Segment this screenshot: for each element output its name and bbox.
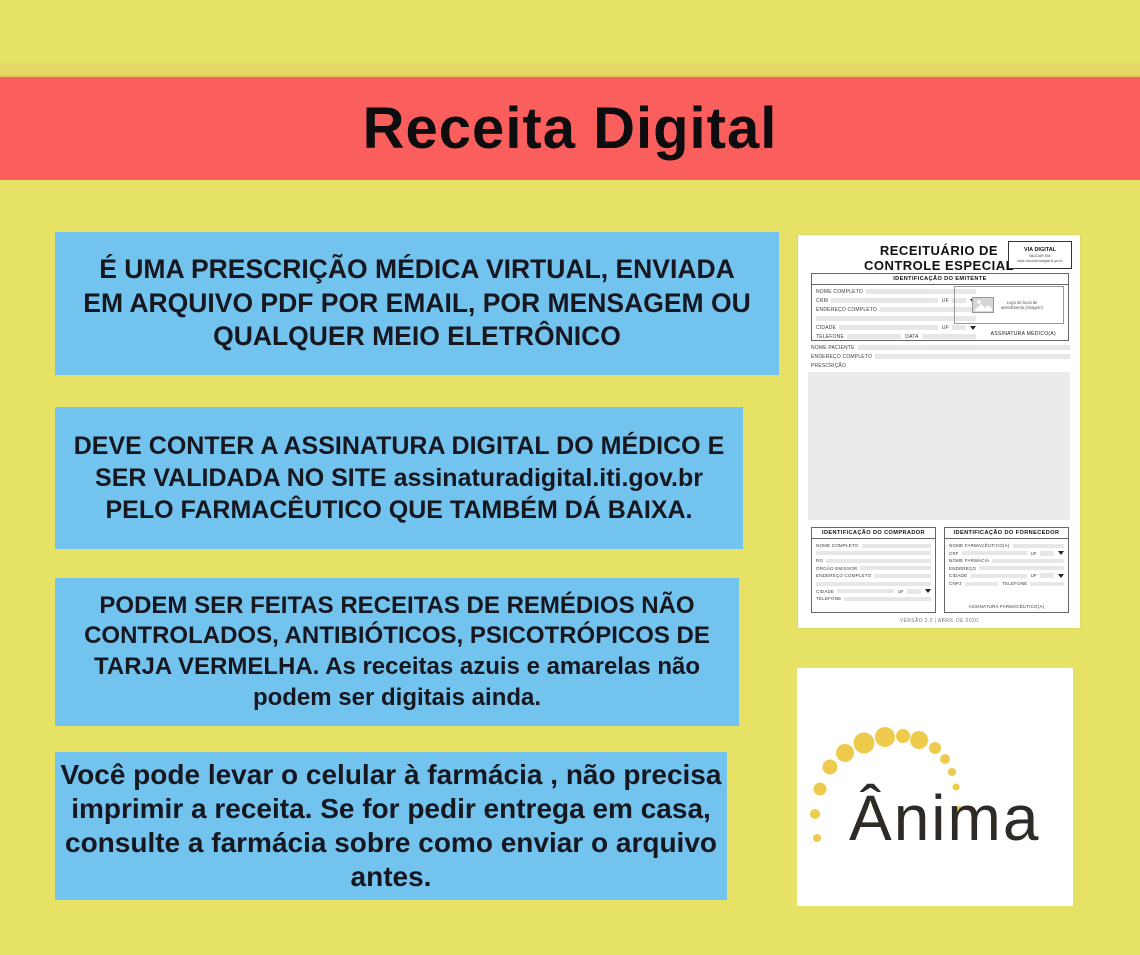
- field-label: NOME COMPLETO: [816, 288, 863, 295]
- form-version-label: VERSÃO 2.0 | ABRIL DE 2020: [899, 618, 979, 624]
- via-digital-box: [1008, 241, 1072, 269]
- field-nome-paciente: [811, 344, 1070, 351]
- info-box-levar-celular: [55, 752, 727, 900]
- field-telefone: [816, 596, 931, 602]
- input-line: [862, 544, 931, 548]
- section-emitente-header: IDENTIFICAÇÃO DO EMITENTE: [812, 274, 1068, 285]
- clinic-logo-placeholder: [954, 286, 1064, 324]
- field-label: ENDEREÇO COMPLETO: [816, 573, 872, 579]
- field-cidade: [816, 324, 976, 331]
- field-cidade: [816, 588, 931, 594]
- field-nome-farmacia: [949, 558, 1064, 564]
- field-blank-line: [816, 550, 931, 556]
- field-label: RG: [816, 558, 824, 564]
- info-box-tipos-de-receita: [55, 578, 739, 726]
- uf-select-box: [1040, 573, 1054, 578]
- chevron-down-icon: [1058, 574, 1064, 578]
- input-line: [837, 589, 893, 593]
- field-label: CNPJ: [949, 581, 962, 587]
- input-line: [826, 559, 931, 563]
- field-label: NOME FARMÁCIA: [949, 558, 990, 564]
- field-telefone-data: [816, 333, 976, 340]
- fornecedor-fields: [945, 539, 1068, 587]
- field-rg: [816, 558, 931, 564]
- input-line: [875, 354, 1070, 359]
- info-box-text: DEVE CONTER A ASSINATURA DIGITAL DO MÉDICO E SER VALIDADA NO SITE assinaturadigital.iti.gov.br PELO FARMACÊUTICO QUE TAMBÉM DÁ BAIXA.: [73, 432, 725, 524]
- image-placeholder-icon: [972, 297, 994, 313]
- field-blank-line: [816, 581, 931, 587]
- field-label: PRESCRIÇÃO: [811, 362, 847, 369]
- input-line: [1013, 544, 1064, 548]
- field-label: CIDADE: [816, 588, 835, 594]
- section-comprador: [811, 527, 936, 613]
- field-cnpj-telefone: [949, 581, 1064, 587]
- info-box-text: PODEM SER FEITAS RECEITAS DE REMÉDIOS NÃO CONTROLADOS, ANTIBIÓTICOS, PSICOTRÓPICOS DE TARJA VERMELHA. As receitas azuis e amarelas não podem ser digitais ainda.: [84, 591, 710, 711]
- field-cidade: [949, 573, 1064, 579]
- field-label: TELEFONE: [816, 333, 844, 340]
- field-endereco-paciente: [811, 353, 1070, 360]
- field-label: CIDADE: [949, 573, 968, 579]
- field-label-uf: UF: [1030, 573, 1037, 579]
- input-line: [979, 566, 1064, 570]
- field-label: NOME PACIENTE: [811, 344, 855, 351]
- field-label: CRM: [816, 297, 828, 304]
- input-line: [816, 582, 931, 586]
- chevron-down-icon: [1058, 551, 1064, 555]
- section-emitente: [811, 273, 1069, 341]
- field-label: ENDEREÇO COMPLETO: [811, 353, 873, 360]
- field-endereco: [949, 565, 1064, 571]
- uf-select-box: [907, 589, 921, 594]
- field-label: ENDEREÇO COMPLETO: [816, 306, 878, 313]
- input-line: [831, 298, 938, 303]
- comprador-fields: [812, 539, 935, 602]
- patient-fields: [811, 342, 1070, 371]
- input-line: [962, 551, 1027, 555]
- uf-select-box: [952, 325, 966, 330]
- field-nome-completo: [816, 288, 976, 295]
- field-label-uf: UF: [941, 324, 949, 331]
- field-label: ÓRGÃO EMISSOR: [816, 565, 858, 571]
- field-label: CRF: [949, 550, 959, 556]
- field-label: NOME FARMACÊUTICO(A): [949, 543, 1010, 549]
- anima-logo: [797, 668, 1073, 906]
- via-digital-validate-label: VALIDAR EM:: [1028, 254, 1052, 258]
- via-digital-url: https://assinaturadigital.iti.gov.br: [1017, 259, 1063, 263]
- input-line: [965, 582, 999, 586]
- field-prescricao: [811, 362, 1070, 369]
- input-line: [847, 334, 901, 339]
- input-line: [1030, 582, 1064, 586]
- input-line: [816, 551, 931, 555]
- input-line: [816, 316, 976, 321]
- field-nome-completo: [816, 543, 931, 549]
- input-line: [922, 334, 976, 339]
- section-comprador-header: IDENTIFICAÇÃO DO COMPRADOR: [812, 528, 935, 539]
- input-line: [839, 325, 938, 330]
- field-endereco: [816, 573, 931, 579]
- field-label: TELEFONE: [816, 596, 842, 602]
- field-orgao-emissor: [816, 565, 931, 571]
- anima-logo-text: Ânima: [849, 782, 1041, 854]
- info-box-text: Você pode levar o celular à farmácia , não precisa imprimir a receita. Se for pedir entrega em casa, consulte a farmácia sobre como enviar o arquivo antes.: [60, 758, 722, 893]
- field-label-uf: UF: [1030, 550, 1037, 556]
- field-label-uf: UF: [897, 588, 904, 594]
- section-fornecedor-header: IDENTIFICAÇÃO DO FORNECEDOR: [945, 528, 1068, 539]
- field-crf: [949, 550, 1064, 556]
- input-line: [992, 559, 1064, 563]
- chevron-down-icon: [970, 326, 976, 330]
- field-label-data: DATA: [905, 333, 919, 340]
- uf-select-box: [1040, 551, 1054, 556]
- page-title: Receita Digital: [362, 96, 778, 161]
- field-label: NOME COMPLETO: [816, 543, 859, 549]
- info-box-prescricao-virtual: [55, 232, 779, 375]
- info-box-text: É UMA PRESCRIÇÃO MÉDICA VIRTUAL, ENVIADA EM ARQUIVO PDF POR EMAIL, POR MENSAGEM OU QUALQUER MEIO ELETRÔNICO: [83, 253, 751, 352]
- info-box-assinatura-digital: [55, 407, 743, 549]
- bottom-sections: [811, 527, 1069, 613]
- header-banner: [0, 77, 1140, 180]
- field-label-uf: UF: [941, 297, 949, 304]
- field-endereco: [816, 306, 976, 313]
- section-fornecedor: [944, 527, 1069, 613]
- field-endereco-line2: [816, 315, 976, 322]
- prescription-writing-area: [808, 372, 1070, 520]
- input-line: [860, 566, 931, 570]
- field-label: CIDADE: [816, 324, 837, 331]
- input-line: [970, 574, 1026, 578]
- field-crm: [816, 297, 976, 304]
- input-line: [874, 574, 931, 578]
- anima-logo-card: [797, 668, 1073, 906]
- field-nome-farmaceutico: [949, 543, 1064, 549]
- input-line: [858, 345, 1070, 350]
- input-line: [844, 597, 931, 601]
- field-label-telefone: TELEFONE: [1002, 581, 1028, 587]
- form-title: RECEITUÁRIO DE CONTROLE ESPECIAL: [863, 243, 1015, 273]
- chevron-down-icon: [925, 589, 931, 593]
- emitente-fields: [816, 286, 976, 342]
- via-digital-title: VIA DIGITAL: [1023, 247, 1057, 253]
- field-label: ENDEREÇO: [949, 565, 977, 571]
- assinatura-farmaceutico-label: ASSINATURA FARMACÊUTICO(A): [968, 604, 1045, 609]
- prescription-form-image: [798, 235, 1080, 628]
- clinic-logo-placeholder-text: Logo do local de atendimento (imagem): [1001, 299, 1043, 310]
- assinatura-medico-label: ASSINATURA MÉDICO(A): [990, 331, 1056, 337]
